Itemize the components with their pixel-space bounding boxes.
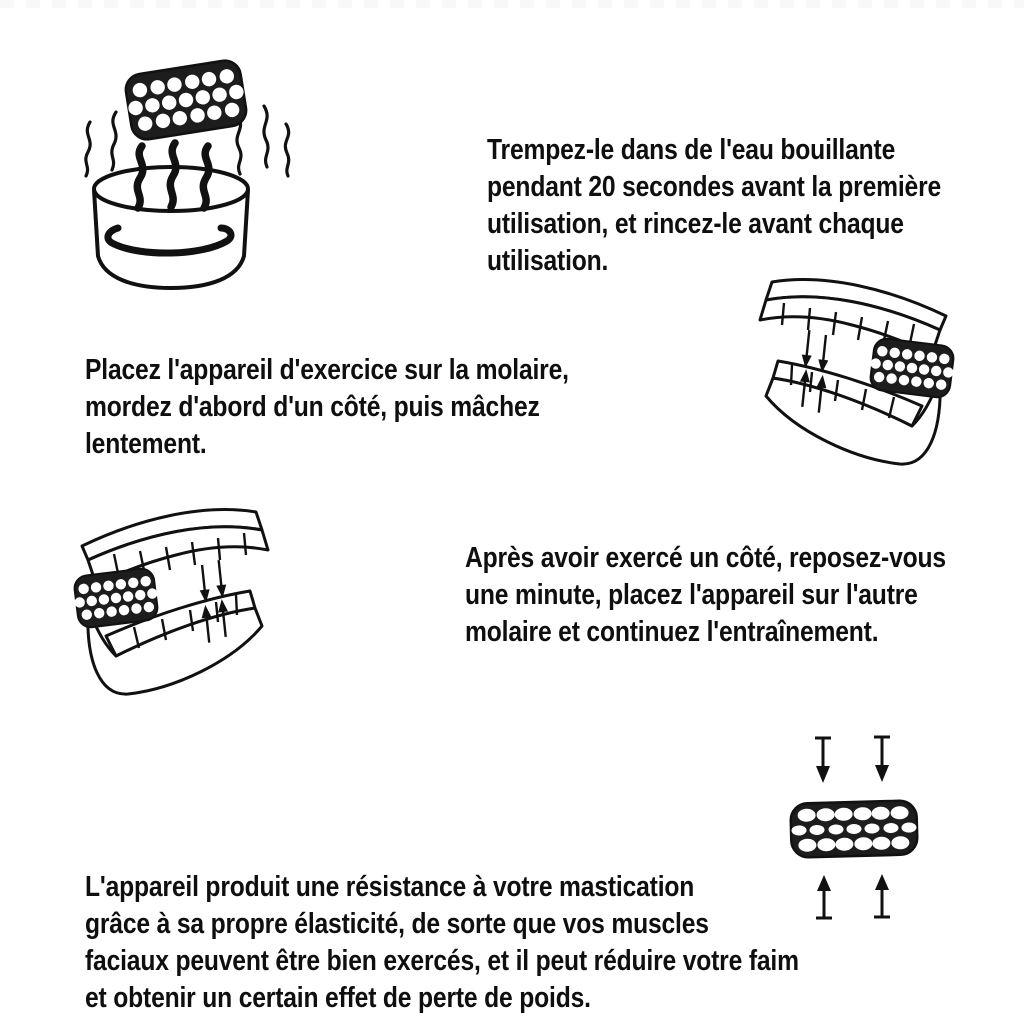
instruction-line: Après avoir exercé un côté, reposez-vous (465, 542, 946, 574)
boiling-pot-illustration (78, 38, 330, 300)
instruction-line: Trempez-le dans de l'eau bouillante (487, 134, 896, 166)
jaw-exerciser-icon (867, 337, 956, 399)
instruction-line: Placez l'appareil d'exercice sur la molaire, (85, 354, 569, 386)
instruction-line: pendant 20 secondes avant la première (487, 171, 942, 203)
instruction-line: une minute, placez l'appareil sur l'autre (465, 579, 918, 611)
jaws-device-right-illustration (730, 264, 1024, 489)
instruction-line: utilisation, et rincez-le avant chaque (487, 208, 904, 240)
instruction-line: mordez d'abord d'un côté, puis mâchez (85, 391, 540, 423)
step-1-text (487, 132, 941, 280)
open-jaws-icon-right (730, 264, 1024, 489)
instruction-line: et obtenir un certain effet de perte de poids. (85, 982, 591, 1014)
instruction-line: faciaux peuvent être bien exercés, et il peut réduire votre faim (85, 945, 799, 977)
jaw-exerciser-icon (790, 800, 917, 857)
jaw-exerciser-icon (123, 58, 248, 141)
step-2-text (85, 352, 569, 463)
jaw-exerciser-icon (71, 567, 160, 629)
instruction-line: lentement. (85, 428, 207, 460)
down-arrows (815, 737, 890, 783)
top-edge-artifact (0, 0, 1024, 8)
open-jaws-icon-left (56, 494, 356, 719)
steam-pot-icon (78, 38, 330, 300)
step-3-text (465, 540, 946, 651)
up-arrows (816, 874, 890, 918)
jaws-device-left-illustration (56, 494, 356, 719)
instruction-line: L'appareil produit une résistance à votre mastication (85, 871, 695, 903)
instruction-line: molaire et continuez l'entraînement. (465, 616, 879, 648)
step-4-text (85, 869, 799, 1017)
instruction-line: utilisation. (487, 245, 609, 277)
instruction-line: grâce à sa propre élasticité, de sorte que vos muscles (85, 908, 709, 940)
